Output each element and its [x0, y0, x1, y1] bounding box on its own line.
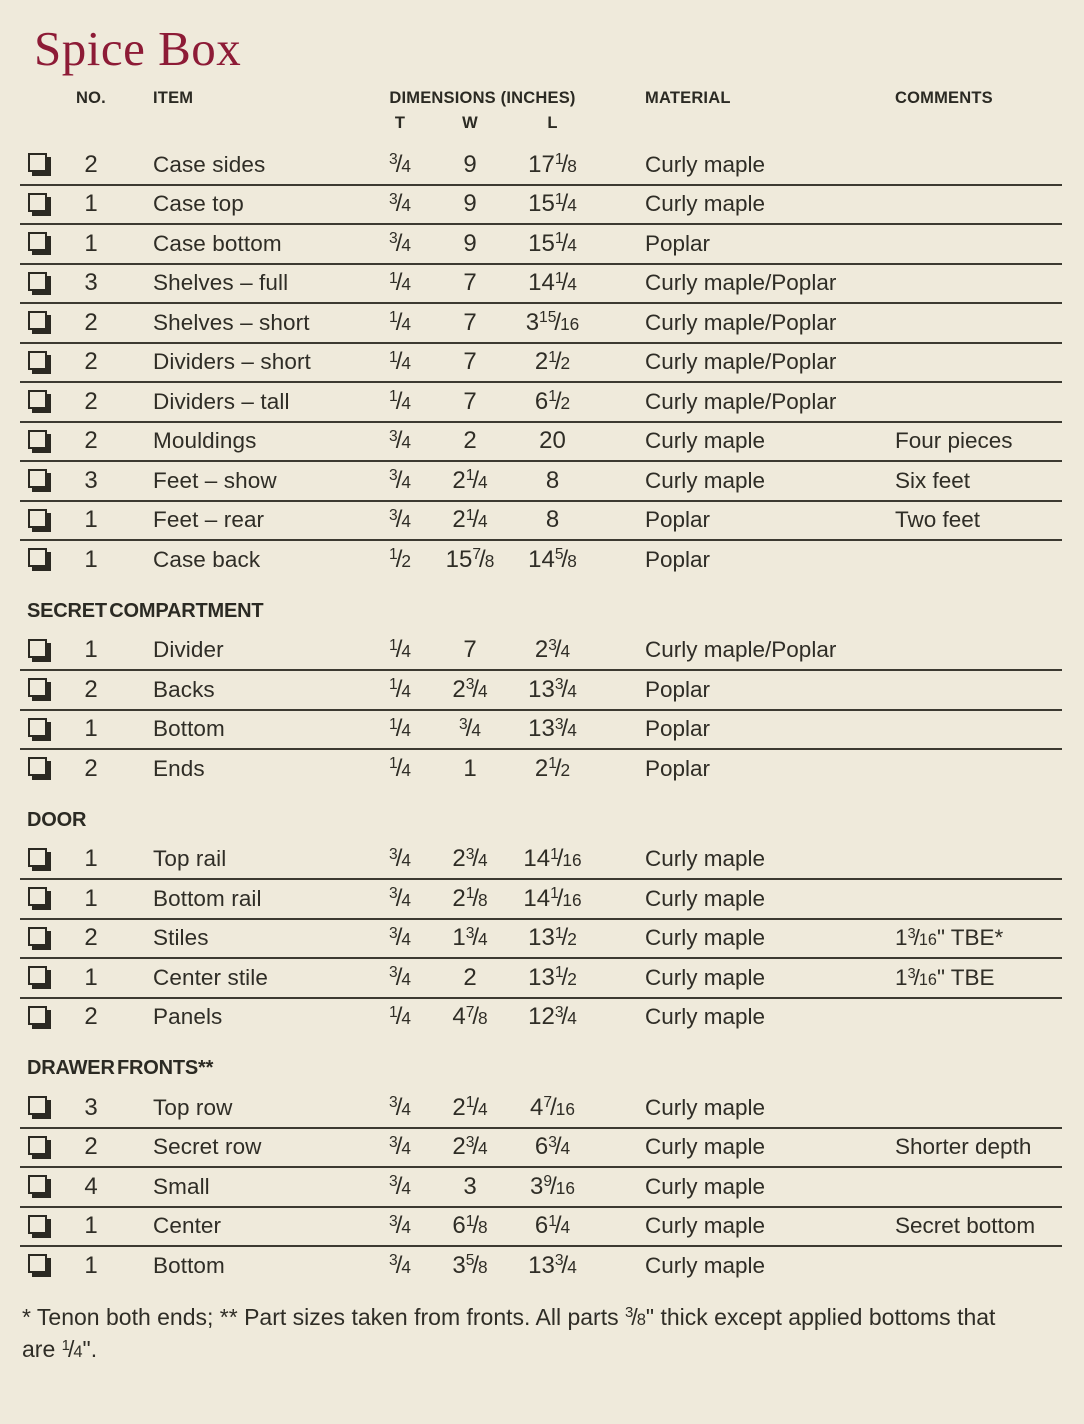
row-checkbox[interactable]: [20, 639, 60, 662]
row-dim-length: 3$^{15}$/16: [525, 308, 580, 336]
checkbox-icon: [28, 1136, 47, 1155]
row-checkbox[interactable]: [20, 1254, 60, 1277]
row-quantity: 1: [84, 963, 98, 991]
cut-list: [20, 146, 1062, 1285]
col-header-length: L: [547, 114, 558, 132]
row-item: Top rail: [153, 846, 227, 872]
row-dim-width: 7: [463, 308, 477, 336]
table-section: [20, 632, 1062, 788]
row-dim-width: $^3$/4: [459, 715, 481, 743]
row-quantity: 3: [84, 269, 98, 297]
table-header-row: [20, 89, 1062, 108]
row-item: Panels: [153, 1004, 223, 1030]
checkbox-icon: [28, 548, 47, 567]
checkbox-icon: [28, 469, 47, 488]
row-dim-width: 9: [463, 150, 477, 178]
row-dim-thickness: $^1$/4: [389, 387, 411, 415]
row-quantity: 2: [84, 150, 98, 178]
row-dim-length: 14$^1$/4: [528, 269, 577, 297]
row-checkbox[interactable]: [20, 718, 60, 741]
row-dim-thickness: $^1$/4: [389, 269, 411, 297]
table-row: [20, 1247, 1062, 1285]
row-dim-length: 2$^1$/2: [534, 754, 571, 782]
checkbox-icon: [28, 1215, 47, 1234]
row-item: Bottom: [153, 716, 225, 742]
row-comments: Two feet: [895, 507, 981, 533]
row-material: Curly maple/Poplar: [645, 309, 837, 335]
row-item: Feet – rear: [153, 507, 265, 533]
row-quantity: 2: [84, 348, 98, 376]
row-comments: 1$^3$/16" TBE*: [895, 925, 1004, 951]
table-row: [20, 671, 1062, 711]
row-dim-width: 2: [463, 427, 477, 455]
row-item: Center stile: [153, 964, 268, 990]
row-item: Small: [153, 1173, 210, 1199]
table-row: [20, 841, 1062, 881]
checkbox-icon: [28, 848, 47, 867]
row-material: Curly maple: [645, 428, 766, 454]
row-dim-length: 14$^5$/8: [528, 545, 577, 573]
row-dim-width: 7: [463, 348, 477, 376]
row-dim-thickness: $^3$/4: [389, 466, 411, 494]
row-material: Curly maple: [645, 1004, 766, 1030]
row-dim-width: 1: [463, 754, 477, 782]
table-row: [20, 999, 1062, 1037]
row-dim-width: 7: [463, 387, 477, 415]
row-quantity: 2: [84, 427, 98, 455]
row-checkbox[interactable]: [20, 153, 60, 176]
table-row: [20, 225, 1062, 265]
col-header-dimensions: DIMENSIONS (INCHES): [389, 89, 576, 107]
row-dim-thickness: $^3$/4: [389, 506, 411, 534]
row-checkbox[interactable]: [20, 548, 60, 571]
checkbox-icon: [28, 311, 47, 330]
row-checkbox[interactable]: [20, 1096, 60, 1119]
row-quantity: 2: [84, 387, 98, 415]
row-dim-width: 6$^1$/8: [452, 1212, 488, 1240]
row-material: Curly maple: [645, 1252, 766, 1278]
checkbox-icon: [28, 390, 47, 409]
row-checkbox[interactable]: [20, 1215, 60, 1238]
row-checkbox[interactable]: [20, 678, 60, 701]
table-row: [20, 1129, 1062, 1169]
row-comments: Shorter depth: [895, 1134, 1032, 1160]
row-quantity: 1: [84, 506, 98, 534]
row-checkbox[interactable]: [20, 232, 60, 255]
row-item: Bottom rail: [153, 885, 262, 911]
row-material: Poplar: [645, 676, 711, 702]
row-material: Curly maple/Poplar: [645, 349, 837, 375]
row-dim-width: 2$^1$/4: [452, 466, 488, 494]
table-row: [20, 920, 1062, 960]
row-checkbox[interactable]: [20, 757, 60, 780]
row-quantity: 2: [84, 1133, 98, 1161]
row-quantity: 1: [84, 1251, 98, 1279]
row-dim-thickness: $^3$/4: [389, 963, 411, 991]
checkbox-icon: [28, 1254, 47, 1273]
row-dim-thickness: $^3$/4: [389, 150, 411, 178]
row-dim-thickness: $^3$/4: [389, 1093, 411, 1121]
row-material: Curly maple: [645, 1173, 766, 1199]
checkbox-icon: [28, 351, 47, 370]
footnote: * Tenon both ends; ** Part sizes taken from fronts. All parts $^3$/8" thick except applied bottoms that are $^1$/4".: [22, 1303, 996, 1362]
row-material: Poplar: [645, 230, 711, 256]
row-checkbox[interactable]: [20, 272, 60, 295]
table-row: [20, 541, 1062, 579]
row-material: Poplar: [645, 755, 711, 781]
checkbox-icon: [28, 272, 47, 291]
row-checkbox[interactable]: [20, 390, 60, 413]
row-dim-length: 3$^9$/16: [530, 1172, 575, 1200]
row-material: Curly maple: [645, 1134, 766, 1160]
col-header-thickness: T: [394, 114, 406, 132]
table-row: [20, 1168, 1062, 1208]
table-row: [20, 462, 1062, 502]
row-item: Case bottom: [153, 230, 282, 256]
row-checkbox[interactable]: [20, 469, 60, 492]
row-quantity: 3: [84, 1093, 98, 1121]
row-quantity: 2: [84, 1003, 98, 1031]
row-material: Curly maple/Poplar: [645, 637, 837, 663]
row-dim-thickness: $^3$/4: [389, 427, 411, 455]
row-dim-thickness: $^1$/4: [389, 675, 411, 703]
checkbox-icon: [28, 1006, 47, 1025]
row-dim-length: 13$^3$/4: [528, 715, 577, 743]
row-item: Shelves – full: [153, 270, 289, 296]
row-comments: Four pieces: [895, 428, 1013, 454]
row-quantity: 1: [84, 545, 98, 573]
table-row: [20, 1208, 1062, 1248]
row-comments: Six feet: [895, 467, 971, 493]
row-material: Curly maple: [645, 964, 766, 990]
row-checkbox[interactable]: [20, 430, 60, 453]
table-section: [20, 1089, 1062, 1285]
row-dim-length: 8: [545, 506, 560, 534]
row-dim-length: 14$^1$/16: [523, 884, 582, 912]
checkbox-icon: [28, 1175, 47, 1194]
row-item: Dividers – short: [153, 349, 311, 375]
row-item: Bottom: [153, 1252, 225, 1278]
table-row: [20, 1089, 1062, 1129]
row-comments: 1$^3$/16" TBE: [895, 964, 995, 990]
row-checkbox[interactable]: [20, 966, 60, 989]
row-quantity: 1: [84, 229, 98, 257]
row-dim-thickness: $^1$/4: [389, 636, 411, 664]
row-dim-length: 8: [545, 466, 560, 494]
row-item: Backs: [153, 676, 215, 702]
row-dim-width: 2$^1$/4: [452, 506, 488, 534]
row-checkbox[interactable]: [20, 1175, 60, 1198]
row-dim-width: 3$^5$/8: [452, 1251, 488, 1279]
row-checkbox[interactable]: [20, 1136, 60, 1159]
row-item: Feet – show: [153, 467, 277, 493]
row-material: Curly maple: [645, 151, 766, 177]
checkbox-icon: [28, 153, 47, 172]
table-row: [20, 632, 1062, 672]
row-material: Poplar: [645, 507, 711, 533]
section-heading: DOOR: [27, 808, 87, 831]
row-dim-width: 7: [463, 636, 477, 664]
col-header-comments: COMMENTS: [895, 89, 993, 107]
row-item: Ends: [153, 755, 205, 781]
row-checkbox[interactable]: [20, 193, 60, 216]
col-header-material: MATERIAL: [645, 89, 731, 107]
checkbox-icon: [28, 509, 47, 528]
row-dim-width: 4$^7$/8: [452, 1003, 488, 1031]
row-quantity: 2: [84, 754, 98, 782]
row-checkbox[interactable]: [20, 311, 60, 334]
row-item: Secret row: [153, 1134, 262, 1160]
row-dim-thickness: $^1$/4: [389, 348, 411, 376]
table-row: [20, 265, 1062, 305]
table-row: [20, 423, 1062, 463]
row-dim-thickness: $^3$/4: [389, 229, 411, 257]
row-dim-length: 13$^3$/4: [528, 1251, 577, 1279]
checkbox-icon: [28, 430, 47, 449]
checkbox-icon: [28, 887, 47, 906]
row-dim-thickness: $^1$/4: [389, 1003, 411, 1031]
row-dim-length: 6$^1$/4: [534, 1212, 571, 1240]
row-material: Curly maple/Poplar: [645, 388, 837, 414]
row-checkbox[interactable]: [20, 351, 60, 374]
row-dim-thickness: $^3$/4: [389, 1212, 411, 1240]
checkbox-icon: [28, 718, 47, 737]
row-quantity: 1: [84, 884, 98, 912]
row-item: Dividers – tall: [153, 388, 290, 414]
row-dim-width: 9: [463, 190, 477, 218]
row-checkbox[interactable]: [20, 927, 60, 950]
row-dim-thickness: $^3$/4: [389, 190, 411, 218]
col-header-no: NO.: [76, 89, 106, 107]
table-section: [20, 841, 1062, 1037]
row-dim-width: 2$^3$/4: [452, 845, 488, 873]
table-subheader-row: [20, 114, 1062, 133]
checkbox-icon: [28, 232, 47, 251]
row-checkbox[interactable]: [20, 1006, 60, 1029]
row-dim-width: 2$^3$/4: [452, 675, 488, 703]
row-dim-thickness: $^1$/4: [389, 754, 411, 782]
row-dim-length: 20: [539, 427, 566, 455]
row-quantity: 1: [84, 1212, 98, 1240]
row-material: Curly maple: [645, 885, 766, 911]
row-item: Case back: [153, 546, 261, 572]
checkbox-icon: [28, 927, 47, 946]
row-item: Top row: [153, 1094, 233, 1120]
row-material: Curly maple/Poplar: [645, 270, 837, 296]
row-dim-length: 15$^1$/4: [528, 190, 577, 218]
row-dim-thickness: $^1$/2: [389, 545, 411, 573]
row-quantity: 1: [84, 715, 98, 743]
row-dim-width: 3: [463, 1172, 477, 1200]
row-quantity: 1: [84, 845, 98, 873]
table-row: [20, 711, 1062, 751]
row-item: Shelves – short: [153, 309, 310, 335]
row-quantity: 2: [84, 308, 98, 336]
row-dim-thickness: $^3$/4: [389, 845, 411, 873]
row-dim-length: 14$^1$/16: [523, 845, 582, 873]
row-dim-thickness: $^1$/4: [389, 308, 411, 336]
row-comments: Secret bottom: [895, 1213, 1036, 1239]
row-dim-width: 9: [463, 229, 477, 257]
row-dim-length: 6$^1$/2: [534, 387, 571, 415]
row-quantity: 2: [84, 924, 98, 952]
row-material: Curly maple: [645, 1094, 766, 1120]
row-material: Poplar: [645, 546, 711, 572]
row-dim-thickness: $^3$/4: [389, 1133, 411, 1161]
section-heading: DRAWER FRONTS**: [27, 1057, 214, 1079]
table-row: [20, 959, 1062, 999]
row-quantity: 1: [84, 636, 98, 664]
checkbox-icon: [28, 757, 47, 776]
row-material: Curly maple: [645, 925, 766, 951]
table-row: [20, 880, 1062, 920]
row-material: Curly maple: [645, 846, 766, 872]
row-dim-width: 1$^3$/4: [452, 924, 488, 952]
row-dim-length: 13$^3$/4: [528, 675, 577, 703]
row-dim-thickness: $^3$/4: [389, 1172, 411, 1200]
table-row: [20, 344, 1062, 384]
row-item: Case sides: [153, 151, 266, 177]
checkbox-icon: [28, 678, 47, 697]
table-row: [20, 502, 1062, 542]
section-heading: SECRET COMPARTMENT: [27, 599, 264, 622]
row-item: Center: [153, 1213, 222, 1239]
row-dim-length: 2$^3$/4: [534, 636, 571, 664]
row-item: Divider: [153, 637, 224, 663]
checkbox-icon: [28, 639, 47, 658]
row-dim-length: 15$^1$/4: [528, 229, 577, 257]
col-header-width: W: [462, 114, 478, 132]
row-dim-thickness: $^3$/4: [389, 884, 411, 912]
row-dim-thickness: $^3$/4: [389, 924, 411, 952]
table-row: [20, 304, 1062, 344]
row-dim-width: 2$^3$/4: [452, 1133, 488, 1161]
row-material: Curly maple: [645, 467, 766, 493]
row-dim-length: 13$^1$/2: [528, 963, 577, 991]
col-header-item: ITEM: [153, 89, 194, 107]
row-dim-length: 4$^7$/16: [530, 1093, 575, 1121]
row-checkbox[interactable]: [20, 509, 60, 532]
row-dim-length: 17$^1$/8: [528, 150, 577, 178]
row-dim-width: 2$^1$/8: [452, 884, 488, 912]
table-row: [20, 146, 1062, 186]
page-title: Spice Box: [34, 21, 242, 76]
row-checkbox[interactable]: [20, 848, 60, 871]
table-row: [20, 186, 1062, 226]
table-row: [20, 750, 1062, 788]
row-dim-length: 13$^1$/2: [528, 924, 577, 952]
row-dim-width: 15$^7$/8: [445, 545, 495, 573]
row-item: Mouldings: [153, 428, 257, 454]
row-material: Curly maple: [645, 1213, 766, 1239]
row-dim-thickness: $^3$/4: [389, 1251, 411, 1279]
row-quantity: 3: [84, 466, 98, 494]
checkbox-icon: [28, 966, 47, 985]
row-checkbox[interactable]: [20, 887, 60, 910]
row-dim-width: 2: [463, 963, 477, 991]
row-item: Stiles: [153, 925, 209, 951]
row-quantity: 4: [84, 1172, 98, 1200]
checkbox-icon: [28, 193, 47, 212]
table-section: [20, 146, 1062, 579]
checkbox-icon: [28, 1096, 47, 1115]
row-quantity: 1: [84, 190, 98, 218]
row-quantity: 2: [84, 675, 98, 703]
row-item: Case top: [153, 191, 244, 217]
row-material: Poplar: [645, 716, 711, 742]
row-dim-length: 2$^1$/2: [534, 348, 571, 376]
row-dim-length: 12$^3$/4: [528, 1003, 577, 1031]
row-dim-thickness: $^1$/4: [389, 715, 411, 743]
row-dim-width: 2$^1$/4: [452, 1093, 488, 1121]
table-row: [20, 383, 1062, 423]
row-dim-width: 7: [463, 269, 477, 297]
page: [0, 21, 1084, 1365]
row-dim-length: 6$^3$/4: [534, 1133, 571, 1161]
row-material: Curly maple: [645, 191, 766, 217]
